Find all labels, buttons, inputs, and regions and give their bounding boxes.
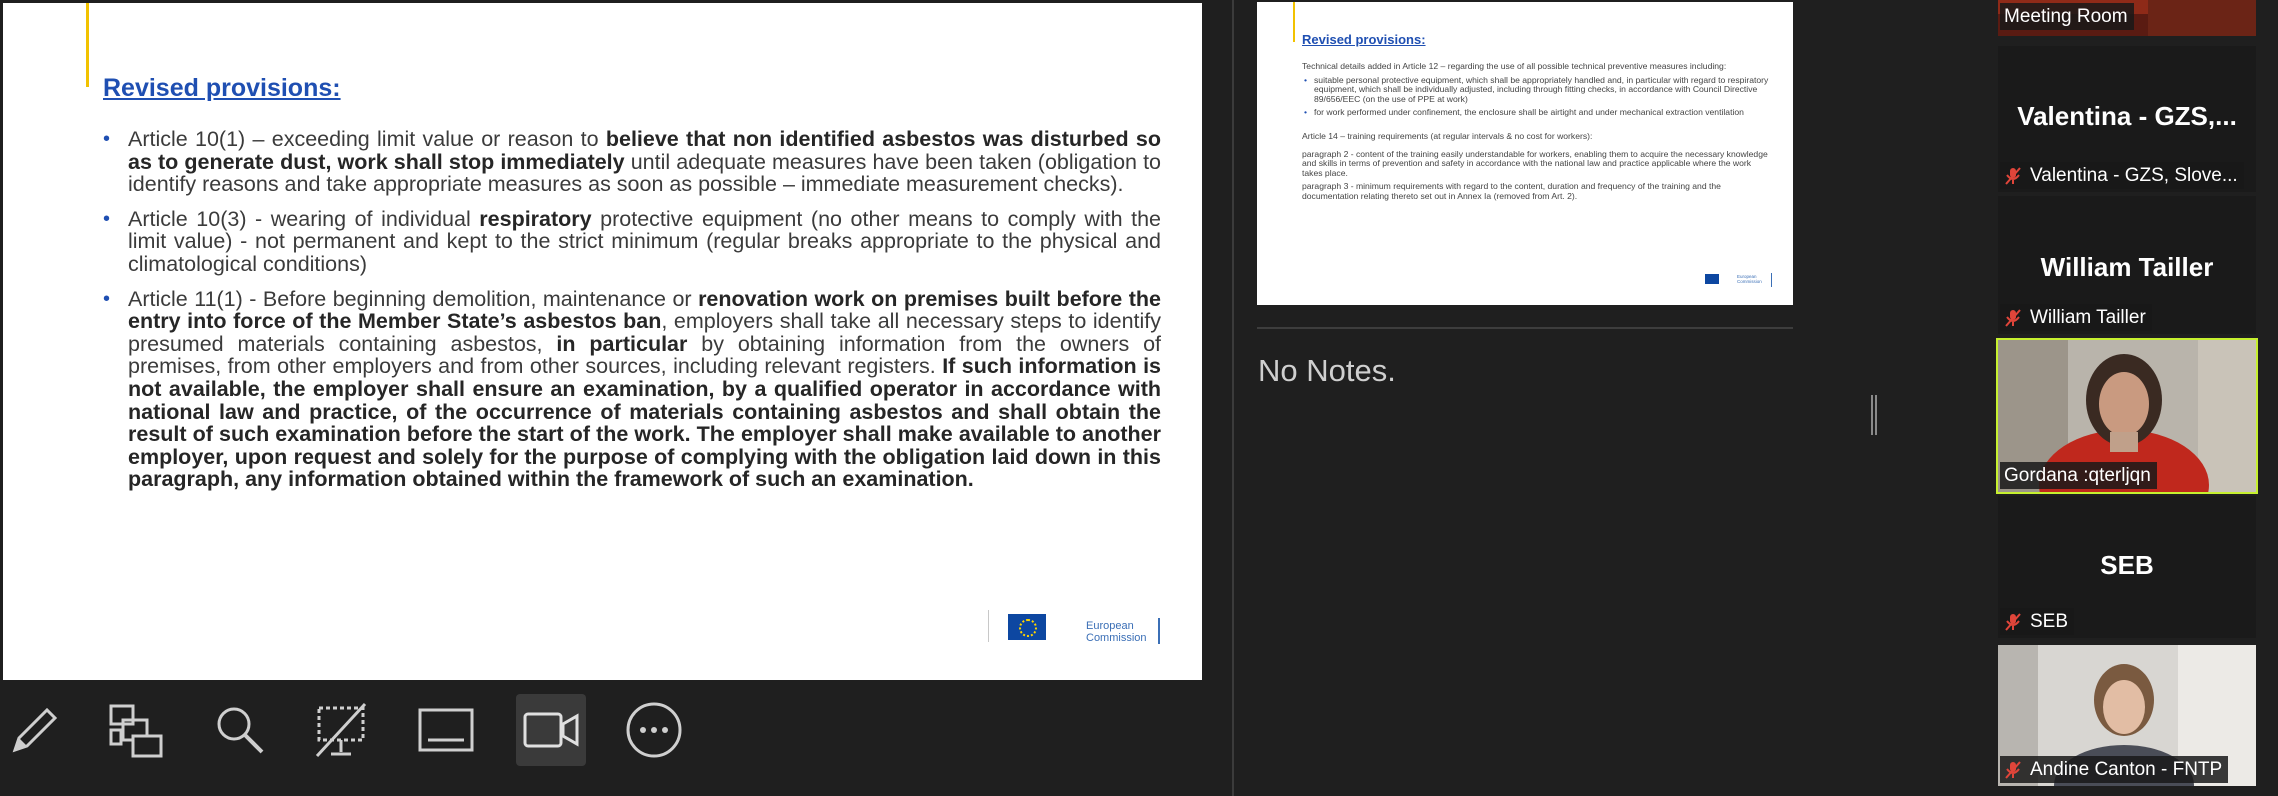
mic-muted-icon — [2004, 612, 2022, 632]
preview-intro: Technical details added in Article 12 – regarding the use of all possible technical preventive measures including: — [1302, 61, 1727, 71]
body-text: Article 11(1) - Before beginning demolition, maintenance or — [128, 286, 699, 311]
european-commission-logo — [988, 600, 1163, 650]
body-text: Article 10(1) – exceeding limit value or reason to — [128, 127, 606, 151]
logo-text-line: European — [1737, 274, 1757, 279]
bold-text: believe that non identified asbestos was disturbed so as to generate dust, work shall stop immediately — [128, 127, 1161, 174]
participant-name-label: William Tailler — [2000, 304, 2152, 331]
participant-name-label: Andine Canton - FNTP — [2000, 756, 2228, 783]
preview-paragraph-2: paragraph 2 - content of the training easily understandable for workers, enabling them to acquire the necessary knowledge and skills in terms of prevention and safety in accordance with the national law and practice applicable where the work takes place. — [1302, 148, 1768, 178]
slides-grid-icon — [107, 700, 167, 760]
body-text: by obtaining information from the owners of premises, from other employers and from other sources, including relevant registers. — [128, 331, 1162, 379]
participant-name-label: Gordana :qterljqn — [2000, 462, 2157, 489]
shared-slide[interactable] — [3, 3, 1202, 680]
participant-tile-valentina[interactable] — [1998, 46, 2256, 192]
eu-flag-icon — [1705, 274, 1719, 284]
speaker-notes[interactable]: No Notes. — [1258, 353, 1396, 388]
mic-muted-icon — [2004, 308, 2022, 328]
slides-overview-button[interactable] — [102, 690, 172, 770]
participant-display-name: William Tailler — [2040, 252, 2214, 282]
preview-commission-logo — [1697, 270, 1777, 290]
panel-resize-handle[interactable] — [1871, 395, 1877, 435]
mic-muted-icon — [2004, 166, 2022, 186]
eu-flag-icon — [1008, 614, 1046, 640]
preview-accent-line — [1293, 2, 1295, 42]
slide-bullet-list — [103, 128, 1161, 503]
bold-text: renovation work on premises built before the entry into force of the Member State’s asbestos ban — [128, 286, 1161, 334]
participant-tile-andine[interactable] — [1998, 645, 2256, 786]
participant-name-label: Valentina - GZS, Slove... — [2000, 162, 2244, 189]
more-options-button[interactable] — [619, 690, 689, 770]
subtitles-button[interactable] — [411, 690, 481, 770]
slide-accent-line — [86, 3, 89, 87]
slide-bullet — [103, 128, 1161, 196]
body-text: until adequate measures have been taken (obligation to identify reasons and take appropriate measures as soon as possible – immediate measurement checks). — [128, 149, 1162, 197]
zoom-button[interactable] — [205, 690, 275, 770]
zoom-icon — [210, 700, 270, 760]
more-options-icon — [624, 700, 684, 760]
participant-tile-meeting-room[interactable] — [1998, 0, 2256, 36]
panel-divider[interactable] — [1232, 0, 1234, 796]
pen-tool-icon — [5, 700, 65, 760]
preview-bullet-list — [1302, 76, 1772, 118]
participant-name-label: SEB — [2000, 608, 2074, 635]
camera-button[interactable] — [516, 694, 586, 766]
next-slide-preview[interactable] — [1257, 2, 1793, 305]
notes-divider — [1257, 327, 1793, 329]
preview-title: Revised provisions: — [1302, 32, 1426, 47]
bold-text: respiratory — [479, 206, 592, 231]
logo-bar — [1158, 618, 1160, 644]
logo-text-line: Commission — [1086, 632, 1147, 644]
participant-tile-seb[interactable] — [1998, 496, 2256, 638]
slide-title: Revised provisions: — [103, 74, 341, 102]
pointer-off-icon — [313, 700, 373, 760]
logo-bar — [1771, 273, 1772, 287]
camera-icon — [521, 700, 581, 760]
participant-display-name: Valentina - GZS,... — [2017, 101, 2237, 131]
pen-tool-button[interactable] — [0, 690, 70, 770]
participant-tile-gordana[interactable] — [1998, 340, 2256, 492]
pointer-off-button[interactable] — [308, 690, 378, 770]
bold-text: in particular — [556, 331, 688, 356]
preview-body — [1302, 62, 1772, 206]
preview-bullet: • for work performed under confinement, the enclosure shall be airtight and under mechanical extraction ventilation — [1302, 108, 1772, 118]
preview-article-14: Article 14 – training requirements (at regular intervals & no cost for workers): — [1302, 130, 1593, 141]
preview-paragraph-3: paragraph 3 - minimum requirements with regard to the content, duration and frequency of the training and the documentation relating thereto set out in Annex Ia (removed from Art. 2). — [1302, 181, 1721, 201]
slide-bullet — [103, 288, 1161, 491]
participant-name-label: Meeting Room — [2000, 3, 2134, 30]
subtitles-icon — [416, 700, 476, 760]
participant-display-name: SEB — [2100, 550, 2154, 580]
presenter-toolbar — [0, 690, 700, 770]
preview-bullet: • suitable personal protective equipment, which shall be appropriately handled and, in particular with regard to respiratory equipment, which shall be individually adjusted, including through fitting checks, in accordance with Council Directive 89/656/EEC (on the use of PPE at work) — [1302, 76, 1772, 105]
mic-muted-icon — [2004, 760, 2022, 780]
participant-tile-william[interactable] — [1998, 196, 2256, 334]
logo-text-line: European — [1086, 620, 1134, 632]
slide-bullet — [103, 208, 1161, 276]
body-text: protective equipment (no other means to comply with the limit value) - not permanent and kept to the strict minimum (regular breaks appropriate to the physical and climatological conditions) — [128, 206, 1161, 276]
body-text: Article 10(3) - wearing of individual — [128, 206, 480, 231]
bold-text: If such information is not available, the employer shall ensure an examination, by a qualified operator in accordance with national law and practice, of the occurrence of materials containing asbestos and shall obtain the result of such examination before the start of the work. The employer shall make available to another employer, upon request and solely for the purpose of complying with the obligation laid down in this paragraph, any information obtained within the framework of such an examination. — [128, 354, 1162, 492]
body-text: , employers shall take all necessary steps to identify presumed materials containing asbestos, — [128, 309, 1162, 356]
logo-text-line: Commission — [1737, 279, 1762, 284]
